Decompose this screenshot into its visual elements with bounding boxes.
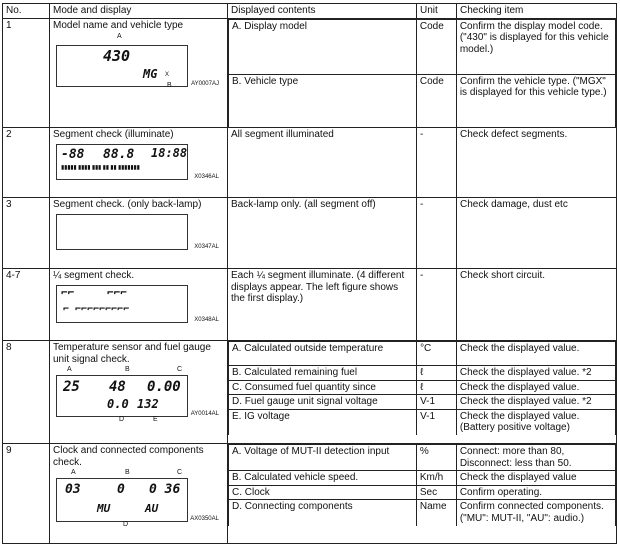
content-row: C. Consumed fuel quantity since ℓ Check the displayed value. bbox=[229, 380, 616, 395]
lcd-figure: A 430 MG X B AY0007AJ bbox=[56, 45, 188, 87]
content-row: B. Calculated vehicle speed. Km/h Check the displayed value bbox=[229, 471, 616, 486]
row-mode: Model name and vehicle type A 430 MG X B AY0007AJ bbox=[50, 18, 228, 128]
lcd-figure: A B C 25 48 0.00 0.0 132 D E AY0014AL bbox=[56, 375, 188, 417]
content-row: B. Vehicle type Code Confirm the vehicle type. ("MGX" is displayed for this vehicle type.) bbox=[229, 74, 616, 127]
header-mode: Mode and display bbox=[50, 4, 228, 19]
header-check: Checking item bbox=[457, 4, 617, 19]
content-row: A. Voltage of MUT-II detection input % Connect: more than 80, Disconnect: less than 50. bbox=[229, 445, 616, 471]
lcd-figure: ⌐⌐ ⌐⌐⌐ ⌐ ⌐⌐⌐⌐⌐⌐⌐⌐⌐ X0348AL bbox=[56, 285, 188, 323]
content-row: E. IG voltage V-1 Check the displayed value. (Battery positive voltage) bbox=[229, 409, 616, 435]
header-contents: Displayed contents bbox=[228, 4, 417, 19]
content-row: D. Connecting components Name Confirm connected components. ("MU": MUT-II, "AU": audio.) bbox=[229, 500, 616, 526]
table-row: 4-7 ¼ segment check. ⌐⌐ ⌐⌐⌐ ⌐ ⌐⌐⌐⌐⌐⌐⌐⌐⌐ X0348AL Each ¼ segment illuminate. (4 different displays appear. The left figure shows the first display.) - Check short circuit. bbox=[3, 269, 617, 341]
checking-table bbox=[2, 3, 617, 544]
table-row: 3 Segment check. (only back-lamp) X0347AL Back-lamp only. (all segment off) - Check damage, dust etc bbox=[3, 198, 617, 269]
table-row: 2 Segment check (illuminate) -88 88.8 18:88 ▮▮▮▮▮ ▮▮▮▮ ▮▮▮ ▮▮ ▮▮ ▮▮▮▮▮▮▮ X0346AL All segment illuminated - Check defect segments. bbox=[3, 128, 617, 198]
table-row: 9 Clock and connected components check. A B C 03 0 0 36 MU AU D AX0350AL A. Voltage of MUT-II detection input % Connect: more than 80, Disconnect: less than 50. B. Calculated vehicle speed. Km/h Check the displayed value C. Clock Sec Confirm operating. D. Connecting components Name Confirm connected components. ("MU": MUT-II, "AU": audio.) bbox=[3, 444, 617, 544]
lcd-figure: -88 88.8 18:88 ▮▮▮▮▮ ▮▮▮▮ ▮▮▮ ▮▮ ▮▮ ▮▮▮▮▮▮▮ X0346AL bbox=[56, 144, 188, 180]
header-unit: Unit bbox=[417, 4, 457, 19]
header-no: No. bbox=[3, 4, 50, 19]
lcd-figure: A B C 03 0 0 36 MU AU D AX0350AL bbox=[56, 478, 188, 522]
content-row: A. Display model Code Confirm the display model code. ("430" is displayed for this vehicle model.) bbox=[229, 19, 616, 74]
content-row: A. Calculated outside temperature °C Check the displayed value. bbox=[229, 342, 616, 366]
table-row bbox=[3, 18, 617, 128]
lcd-figure: X0347AL bbox=[56, 214, 188, 250]
content-row: D. Fuel gauge unit signal voltage V-1 Check the displayed value. *2 bbox=[229, 395, 616, 410]
row-no: 1 bbox=[3, 18, 50, 128]
content-row: C. Clock Sec Confirm operating. bbox=[229, 485, 616, 500]
table-row: 8 Temperature sensor and fuel gauge unit signal check. A B C 25 48 0.00 0.0 132 D E AY0014AL A. Calculated outside temperature °C Check the displayed value. B. Calculated remaining fuel ℓ Check the displayed value. *2 C. Consumed fuel quantity since ℓ Check the displayed value. D. Fuel gauge unit signal voltage V-1 Check the displayed value. *2 E. IG voltage V-1 Check the displayed value. (Battery positive voltage) bbox=[3, 341, 617, 444]
content-row: B. Calculated remaining fuel ℓ Check the displayed value. *2 bbox=[229, 366, 616, 381]
table-header-row bbox=[3, 4, 617, 19]
